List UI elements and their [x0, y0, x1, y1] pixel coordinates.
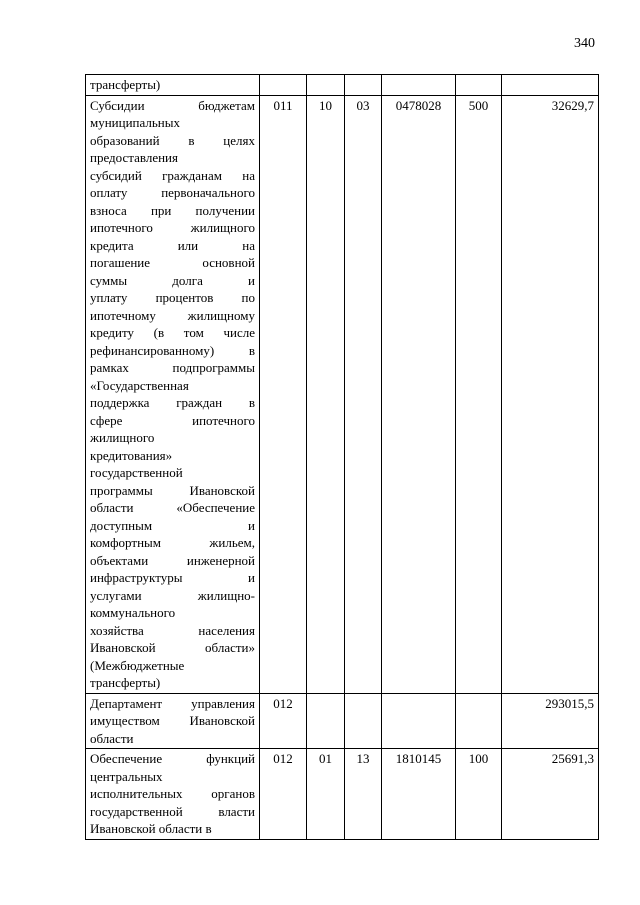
- ministry-code-cell: 011: [260, 95, 307, 693]
- name-line: инфраструктуры и: [90, 570, 255, 585]
- name-line: трансферты): [90, 675, 161, 690]
- name-line: кредиту (в том числе: [90, 325, 255, 340]
- target-article-cell: 1810145: [382, 749, 456, 840]
- name-line: области «Обеспечение: [90, 500, 255, 515]
- name-line: кредита или на: [90, 237, 255, 253]
- name-cell: [86, 749, 260, 840]
- name-line: центральных: [90, 768, 163, 784]
- name-line: ипотечному жилищному: [90, 307, 255, 323]
- name-line: уплату процентов по: [90, 290, 255, 305]
- name-line: государственной: [90, 465, 183, 480]
- ministry-code-cell: [260, 75, 307, 96]
- name-line: Ивановской области в: [90, 821, 212, 836]
- name-line: исполнительных органов: [90, 786, 255, 801]
- name-line: предоставления: [90, 150, 178, 165]
- sum-cell: 32629,7: [502, 95, 599, 693]
- name-line: муниципальных: [90, 115, 181, 130]
- name-line: Обеспечение функций: [90, 751, 255, 766]
- name-line: Субсидии бюджетам: [90, 97, 255, 113]
- name-line: имуществом Ивановской: [90, 713, 255, 728]
- expense-type-cell: [456, 75, 502, 96]
- name-line: рамках подпрограммы: [90, 360, 255, 375]
- target-article-cell: [382, 75, 456, 96]
- name-line: Ивановской области»: [90, 640, 255, 655]
- section-code-cell: 01: [307, 749, 345, 840]
- name-line: рефинансированному) в: [90, 342, 255, 358]
- table-row: [86, 75, 599, 96]
- target-article-cell: 0478028: [382, 95, 456, 693]
- table-row: [86, 95, 599, 693]
- subsection-code-cell: 13: [345, 749, 382, 840]
- sum-cell: 293015,5: [502, 693, 599, 749]
- name-line: коммунального: [90, 605, 176, 620]
- name-line: объектами инженерной: [90, 552, 255, 568]
- name-line: жилищного: [90, 430, 155, 445]
- name-line: кредитования»: [90, 447, 173, 463]
- subsection-code-cell: [345, 75, 382, 96]
- table-row: [86, 693, 599, 749]
- name-line: Департамент управления: [90, 695, 255, 711]
- section-code-cell: [307, 693, 345, 749]
- name-line: (Межбюджетные: [90, 657, 185, 673]
- name-line: ипотечного жилищного: [90, 220, 255, 235]
- name-line: субсидий гражданам на: [90, 167, 255, 183]
- subsection-code-cell: [345, 693, 382, 749]
- ministry-code-cell: 012: [260, 749, 307, 840]
- name-line: комфортным жильем,: [90, 535, 255, 550]
- name-line: взноса при получении: [90, 202, 255, 218]
- name-line: сфере ипотечного: [90, 412, 255, 428]
- table-row: [86, 749, 599, 840]
- subsection-code-cell: 03: [345, 95, 382, 693]
- name-line: доступным и: [90, 517, 255, 533]
- table-body: [86, 75, 599, 840]
- name-line: суммы долга и: [90, 272, 255, 288]
- name-line: услугами жилищно-: [90, 587, 255, 603]
- expense-type-cell: [456, 693, 502, 749]
- name-line: трансферты): [90, 77, 161, 92]
- name-line: государственной власти: [90, 803, 255, 819]
- name-line: «Государственная: [90, 377, 189, 393]
- budget-table: [85, 74, 599, 840]
- expense-type-cell: 100: [456, 749, 502, 840]
- name-line: области: [90, 730, 134, 746]
- section-code-cell: [307, 75, 345, 96]
- expense-type-cell: 500: [456, 95, 502, 693]
- name-line: погашение основной: [90, 255, 255, 270]
- name-line: программы Ивановской: [90, 482, 255, 498]
- name-line: хозяйства населения: [90, 622, 255, 638]
- name-line: образований в целях: [90, 132, 255, 148]
- ministry-code-cell: 012: [260, 693, 307, 749]
- name-cell: [86, 75, 260, 96]
- page-number: 340: [574, 36, 595, 51]
- name-line: оплату первоначального: [90, 185, 255, 200]
- name-cell: [86, 95, 260, 693]
- target-article-cell: [382, 693, 456, 749]
- name-line: поддержка граждан в: [90, 395, 255, 410]
- name-cell: [86, 693, 260, 749]
- sum-cell: [502, 75, 599, 96]
- sum-cell: 25691,3: [502, 749, 599, 840]
- section-code-cell: 10: [307, 95, 345, 693]
